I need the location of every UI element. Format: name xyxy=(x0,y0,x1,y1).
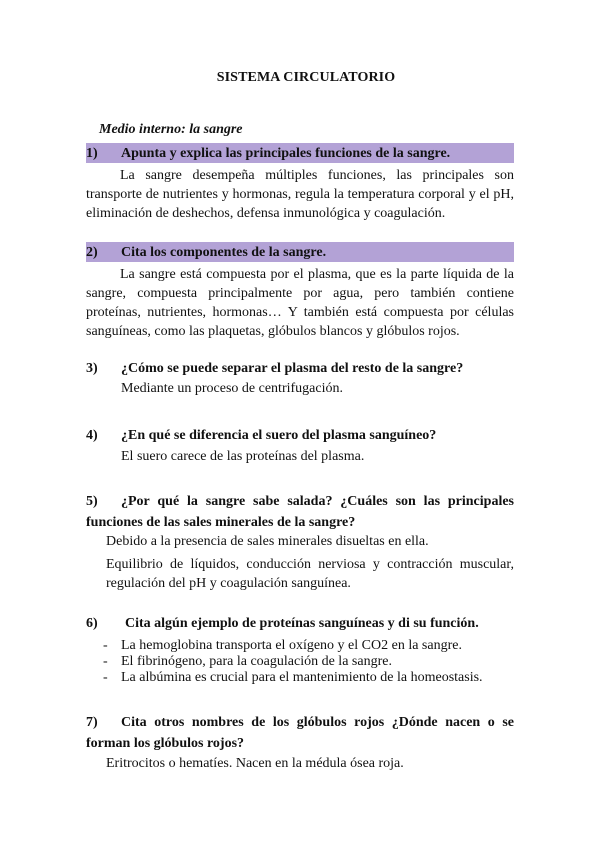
question-number: 4) xyxy=(86,428,98,443)
question-text: ¿Por qué la sangre sabe salada? ¿Cuáles son las principales funciones de las sales minerales de la sangre? xyxy=(86,494,514,530)
answer-3: Mediante un proceso de centrifugación. xyxy=(121,381,343,396)
question-text: ¿Cómo se puede separar el plasma del resto de la sangre? xyxy=(121,361,464,376)
question-text: ¿En qué se diferencia el suero del plasma sanguíneo? xyxy=(121,428,437,443)
question-number: 6) xyxy=(86,616,98,631)
question-number: 1) xyxy=(86,146,98,161)
section-subtitle: Medio interno: la sangre xyxy=(99,122,243,137)
question-4 xyxy=(86,425,514,446)
question-text: Cita los componentes de la sangre. xyxy=(121,245,327,260)
question-text: Cita otros nombres de los glóbulos rojos ¿Dónde nacen o se forman los glóbulos rojos? xyxy=(86,715,514,751)
answer-2: La sangre está compuesta por el plasma, que es la parte líquida de la sangre, compuesta principalmente por agua, pero también contiene proteínas, nutrientes, hormonas… Y también está compuesta por células sanguíneas, como las plaquetas, glóbulos blancos y glóbulos rojos. xyxy=(86,267,514,339)
list-item xyxy=(103,654,523,670)
question-7 xyxy=(86,712,514,754)
question-number: 5) xyxy=(86,494,98,509)
protein-list xyxy=(103,638,523,686)
answer-7: Eritrocitos o hematíes. Nacen en la médula ósea roja. xyxy=(106,756,404,771)
question-number: 2) xyxy=(86,245,98,260)
question-number: 7) xyxy=(86,715,98,730)
answer-4: El suero carece de las proteínas del plasma. xyxy=(121,449,365,464)
list-item-text: El fibrinógeno, para la coagulación de la sangre. xyxy=(121,654,392,669)
answer-1: La sangre desempeña múltiples funciones, las principales son transporte de nutrientes y hormonas, regula la temperatura corporal y el pH, eliminación de deshechos, defensa inmunológica y coagulación. xyxy=(86,168,514,221)
answer-5-reason: Debido a la presencia de sales minerales disueltas en ella. xyxy=(106,534,429,549)
page-title: SISTEMA CIRCULATORIO xyxy=(216,70,396,85)
question-2 xyxy=(86,242,514,262)
question-1 xyxy=(86,143,514,163)
list-item-text: La albúmina es crucial para el mantenimiento de la homeostasis. xyxy=(121,670,483,685)
bullet: - xyxy=(103,638,108,653)
question-text: Cita algún ejemplo de proteínas sanguíneas y di su función. xyxy=(125,616,479,631)
question-6 xyxy=(86,613,514,634)
question-3 xyxy=(86,358,514,379)
answer-5-functions: Equilibrio de líquidos, conducción nerviosa y contracción muscular, regulación del pH y coagulación sanguínea. xyxy=(106,557,514,591)
question-text: Apunta y explica las principales funciones de la sangre. xyxy=(121,146,451,161)
question-number: 3) xyxy=(86,361,98,376)
list-item-text: La hemoglobina transporta el oxígeno y el CO2 en la sangre. xyxy=(121,638,462,653)
bullet: - xyxy=(103,670,108,685)
question-5 xyxy=(86,491,514,533)
list-item xyxy=(103,638,523,654)
bullet: - xyxy=(103,654,108,669)
list-item xyxy=(103,670,523,686)
